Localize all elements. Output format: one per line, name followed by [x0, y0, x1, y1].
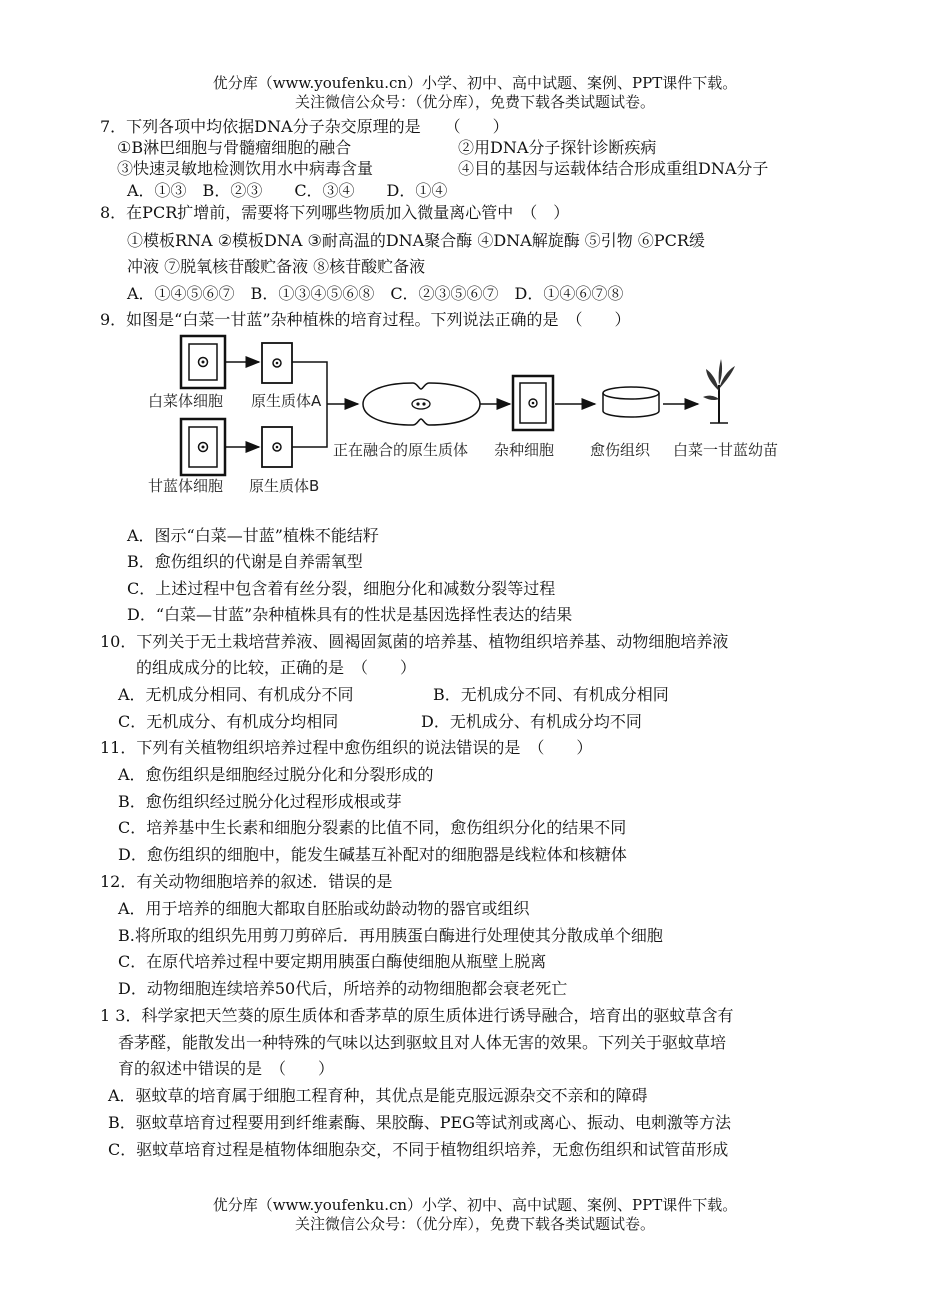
callus-dish-icon — [603, 387, 659, 417]
q10-stem-line-1: 10．下列关于无土栽培营养液、圆褐固氮菌的培养基、植物组织培养基、动物细胞培养液 — [100, 632, 729, 651]
q8-choices: A．①④⑤⑥⑦ B．①③④⑤⑥⑧ C．②③⑤⑥⑦ D．①④⑥⑦⑧ — [127, 284, 624, 303]
q7-option-4: ④目的基因与运载体结合形成重组DNA分子 — [458, 159, 769, 178]
label-hybrid-cell: 杂种细胞 — [494, 441, 555, 459]
q10-option-b: B．无机成分不同、有机成分相同 — [433, 685, 669, 704]
q7-choices: A．①③ B．②③ C．③④ D．①④ — [127, 181, 448, 200]
protoplast-b-icon — [262, 427, 292, 467]
label-kale-cell: 甘蓝体细胞 — [148, 477, 224, 495]
q13-stem-line-2: 香茅醛，能散发出一种特殊的气味以达到驱蚊且对人体无害的效果。下列关于驱蚊草培 — [118, 1033, 727, 1052]
q7-option-2: ②用DNA分子探针诊断疾病 — [458, 138, 657, 157]
label-protoplast-a: 原生质体A — [251, 392, 322, 410]
q10-option-a: A．无机成分相同、有机成分不同 — [118, 685, 354, 704]
q9-stem: 9．如图是“白菜一甘蓝”杂种植株的培育过程。下列说法正确的是 （ ） — [100, 310, 631, 329]
q10-option-d: D．无机成分、有机成分均不同 — [421, 712, 642, 731]
q11-option-a: A．愈伤组织是细胞经过脱分化和分裂形成的 — [118, 765, 434, 784]
footer-line-2: 关注微信公众号：（优分库），免费下载各类试题试卷。 — [294, 1215, 655, 1233]
q13-option-b: B．驱蚊草培育过程要用到纤维素酶、果胶酶、PEG等试剂或离心、振动、电刺激等方法 — [108, 1113, 731, 1132]
q9-hybrid-diagram — [145, 333, 810, 505]
q12-option-c: C．在原代培养过程中要定期用胰蛋白酶使细胞从瓶壁上脱离 — [118, 952, 547, 971]
header-line-2: 关注微信公众号：（优分库），免费下载各类试题试卷。 — [294, 93, 655, 111]
q13-option-c: C．驱蚊草培育过程是植物体细胞杂交，不同于植物组织培养，无愈伤组织和试管苗形成 — [108, 1140, 729, 1159]
label-callus: 愈伤组织 — [590, 441, 651, 459]
header-line-1: 优分库（www.youfenku.cn）小学、初中、高中试题、案例、PPT课件下载。 — [212, 74, 738, 92]
q8-items-line-1: ①模板RNA ②模板DNA ③耐高温的DNA聚合酶 ④DNA解旋酶 ⑤引物 ⑥PCR缓 — [127, 231, 705, 250]
label-cabbage-cell: 白菜体细胞 — [148, 392, 224, 410]
q13-stem-line-3: 育的叙述中错误的是 （ ） — [118, 1059, 335, 1078]
q11-option-d: D．愈伤组织的细胞中，能发生碱基互补配对的细胞器是线粒体和核糖体 — [118, 845, 627, 864]
q9-option-c: C．上述过程中包含着有丝分裂，细胞分化和减数分裂等过程 — [127, 579, 556, 598]
q12-option-b: B.将所取的组织先用剪刀剪碎后．再用胰蛋白酶进行处理使其分散成单个细胞 — [118, 926, 663, 945]
q10-option-c: C．无机成分、有机成分均相同 — [118, 712, 339, 731]
q10-stem-line-2: 的组成成分的比较，正确的是 （ ） — [136, 658, 417, 677]
label-fusing-protoplast: 正在融合的原生质体 — [333, 441, 469, 459]
fusing-protoplast-icon — [363, 383, 480, 425]
q9-option-a: A．图示“白菜—甘蓝”植株不能结籽 — [127, 526, 379, 545]
q11-option-c: C．培养基中生长素和细胞分裂素的比值不同，愈伤组织分化的结果不同 — [118, 818, 627, 837]
q8-items-line-2: 冲液 ⑦脱氧核苷酸贮备液 ⑧核苷酸贮备液 — [127, 257, 426, 276]
q7-stem: 7．下列各项中均依据DNA分子杂交原理的是 （ ） — [100, 117, 509, 136]
cabbage-cell-icon — [181, 336, 225, 388]
q13-option-a: A．驱蚊草的培育属于细胞工程育种，其优点是能克服远源杂交不亲和的障碍 — [108, 1086, 648, 1105]
q8-stem: 8．在PCR扩增前，需要将下列哪些物质加入微量离心管中 （ ） — [100, 203, 570, 222]
q9-option-b: B．愈伤组织的代谢是自养需氧型 — [127, 552, 363, 571]
q11-stem: 11．下列有关植物组织培养过程中愈伤组织的说法错误的是 （ ） — [100, 738, 593, 757]
footer-line-1: 优分库（www.youfenku.cn）小学、初中、高中试题、案例、PPT课件下载。 — [212, 1196, 738, 1214]
label-protoplast-b: 原生质体B — [249, 477, 320, 495]
q7-option-3: ③快速灵敏地检测饮用水中病毒含量 — [117, 159, 374, 178]
q11-option-b: B．愈伤组织经过脱分化过程形成根或芽 — [118, 792, 402, 811]
q12-stem: 12．有关动物细胞培养的叙述．错误的是 — [100, 872, 393, 891]
hybrid-cell-icon — [513, 376, 553, 430]
kale-cell-icon — [181, 419, 225, 475]
protoplast-a-icon — [262, 343, 292, 383]
q9-option-d: D．“白菜—甘蓝”杂种植株具有的性状是基因选择性表达的结果 — [127, 605, 573, 624]
seedling-icon — [703, 359, 735, 423]
q12-option-d: D．动物细胞连续培养50代后，所培养的动物细胞都会衰老死亡 — [118, 979, 568, 998]
q13-stem-line-1: 1 3．科学家把天竺葵的原生质体和香茅草的原生质体进行诱导融合，培育出的驱蚊草含有 — [100, 1006, 734, 1025]
label-seedling: 白菜一甘蓝幼苗 — [673, 441, 779, 459]
q7-option-1: ①B淋巴细胞与骨髓瘤细胞的融合 — [117, 138, 352, 157]
q12-option-a: A．用于培养的细胞大都取自胚胎或幼龄动物的器官或组织 — [118, 899, 530, 918]
